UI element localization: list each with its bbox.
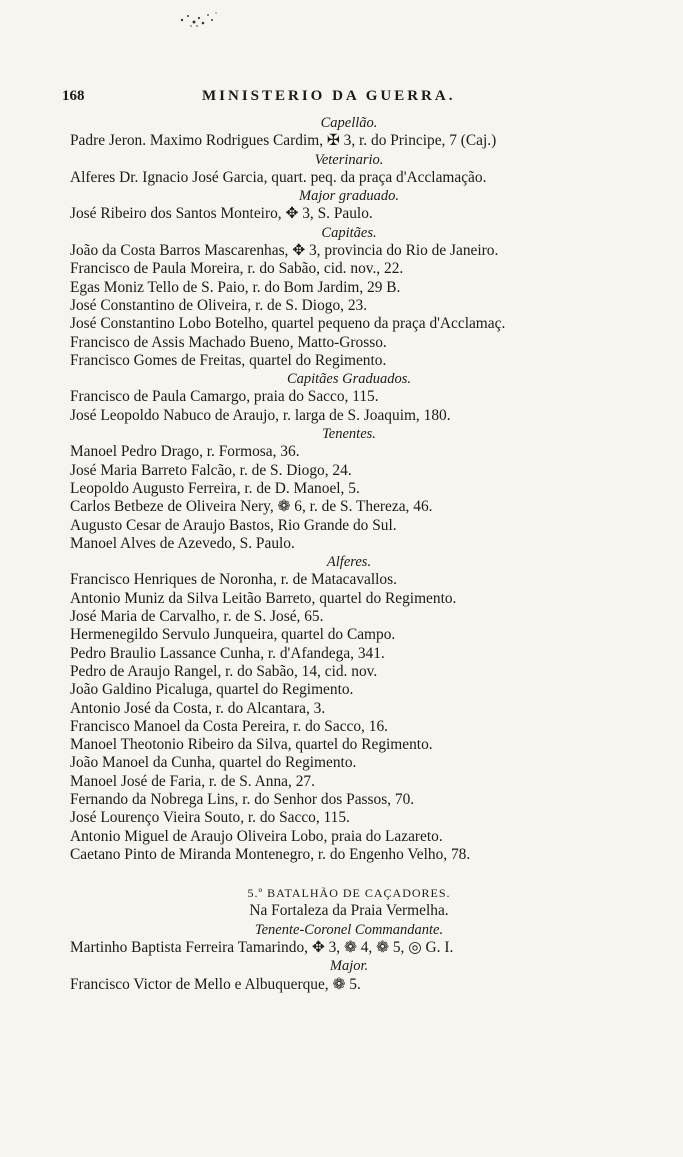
roster-entry: Padre Jeron. Maximo Rodrigues Cardim, ✠ 3, r. do Principe, 7 (Caj.): [70, 132, 497, 150]
roster-entry: Alferes Dr. Ignacio José Garcia, quart. peq. da praça d'Acclamação.: [70, 168, 487, 186]
section-heading: Capellão.: [320, 115, 378, 131]
roster-entry: Manoel Alves de Azevedo, S. Paulo.: [70, 534, 295, 552]
section-heading: Major graduado.: [299, 188, 399, 205]
roster-entry: Manoel Theotonio Ribeiro da Silva, quartel do Regimento.: [70, 736, 433, 754]
roster-entry: Fernando da Nobrega Lins, r. do Senhor dos Passos, 70.: [70, 790, 415, 808]
roster-entry: João Manoel da Cunha, quartel do Regimento.: [70, 754, 357, 772]
roster-entry: José Ribeiro dos Santos Monteiro, ✥ 3, S. Paulo.: [70, 205, 373, 223]
roster-entry: Carlos Betbeze de Oliveira Nery, ❁ 6, r. de S. Thereza, 46.: [70, 498, 433, 516]
section-heading: Veterinario.: [314, 151, 384, 168]
roster-entry: Manoel Pedro Drago, r. Formosa, 36.: [70, 443, 300, 461]
roster-entry: José Maria de Carvalho, r. de S. José, 65.: [70, 608, 324, 626]
roster-entry: Francisco de Paula Moreira, r. do Sabão, cid. nov., 22.: [70, 260, 404, 278]
page-header: [62, 88, 622, 110]
section-heading: Capitães Graduados.: [286, 371, 412, 388]
roster-entry: Egas Moniz Tello de S. Paio, r. do Bom Jardim, 29 B.: [70, 278, 401, 296]
roster-entry: José Maria Barreto Falcão, r. de S. Diogo, 24.: [70, 461, 352, 479]
roster-entry: José Constantino Lobo Botelho, quartel pequeno da praça d'Acclamaç.: [70, 315, 506, 333]
roster-entry: José Constantino de Oliveira, r. de S. Diogo, 23.: [70, 296, 368, 314]
section-heading: Alferes.: [326, 554, 372, 571]
section-heading: Capitães.: [321, 224, 377, 241]
roster-entry: Pedro de Araujo Rangel, r. do Sabão, 14, cid. nov.: [70, 662, 378, 680]
roster-entry: Francisco de Paula Camargo, praia do Sacco, 115.: [70, 388, 379, 406]
roster-entry: Hermenegildo Servulo Junqueira, quartel do Campo.: [70, 626, 396, 644]
section-heading: Major.: [329, 958, 369, 975]
roster-entry: Francisco Victor de Mello e Albuquerque, ❁ 5.: [70, 975, 361, 993]
roster-entry: Antonio Miguel de Araujo Oliveira Lobo, praia do Lazareto.: [70, 827, 443, 845]
roster-entry: Francisco Gomes de Freitas, quartel do Regimento.: [70, 351, 387, 369]
roster-entry: José Lourenço Vieira Souto, r. do Sacco, 115.: [70, 809, 350, 827]
roster-entry: José Leopoldo Nabuco de Araujo, r. larga de S. Joaquim, 180.: [70, 406, 451, 424]
roster-entry: Manoel José de Faria, r. de S. Anna, 27.: [70, 772, 315, 790]
running-head: MINISTERIO DA GUERRA.: [202, 88, 456, 104]
roster-entry: Augusto Cesar de Araujo Bastos, Rio Grande do Sul.: [70, 516, 397, 534]
roster-entry: Martinho Baptista Ferreira Tamarindo, ✥ 3, ❁ 4, ❁ 5, ◎ G. I.: [70, 939, 454, 957]
roster-entry: Antonio José da Costa, r. do Alcantara, 3.: [70, 699, 326, 717]
location-line: Na Fortaleza da Praia Vermelha.: [249, 902, 449, 920]
ink-smudge: [172, 6, 224, 32]
roster-entry: Francisco Henriques de Noronha, r. de Matacavallos.: [70, 571, 397, 589]
roster-entry: João da Costa Barros Mascarenhas, ✥ 3, provincia do Rio de Janeiro.: [70, 242, 499, 260]
section-heading: Tenente-Coronel Commandante.: [254, 921, 444, 938]
section-heading: Tenentes.: [322, 426, 376, 443]
roster-entry: Antonio Muniz da Silva Leitão Barreto, quartel do Regimento.: [70, 589, 457, 607]
roster-text: [64, 114, 634, 994]
battalion-title: 5.º BATALHÃO DE CAÇADORES.: [247, 886, 451, 901]
page-number: 168: [62, 88, 85, 104]
roster-entry: Caetano Pinto de Miranda Montenegro, r. do Engenho Velho, 78.: [70, 845, 471, 863]
roster-entry: Leopoldo Augusto Ferreira, r. de D. Manoel, 5.: [70, 479, 360, 497]
roster-entry: Pedro Braulio Lassance Cunha, r. d'Afandega, 341.: [70, 644, 385, 662]
roster-entry: Francisco de Assis Machado Bueno, Matto-Grosso.: [70, 333, 387, 351]
section-gap: [64, 864, 634, 884]
roster-entry: João Galdino Picaluga, quartel do Regimento.: [70, 681, 354, 699]
roster-entry: Francisco Manoel da Costa Pereira, r. do Sacco, 16.: [70, 717, 388, 735]
